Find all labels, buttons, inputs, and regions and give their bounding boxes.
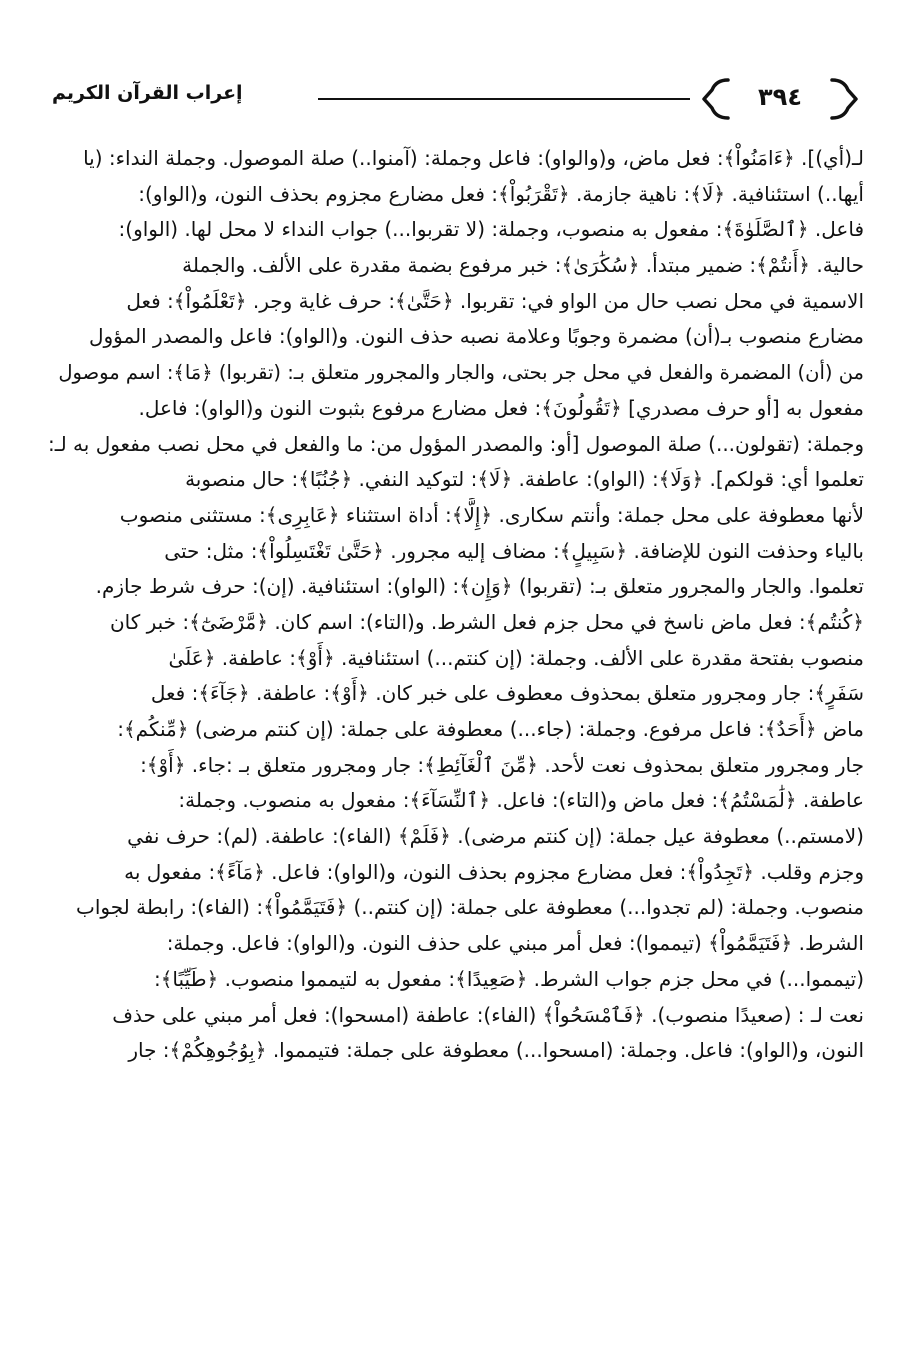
text-line: سَفَرٍ﴾: جار ومجرور متعلق بمحذوف معطوف على خبر كان. ﴿أَوْ﴾: عاطفة. ﴿جَآءَ﴾: فعل xyxy=(150,681,864,706)
text-line: منصوب بفتحة مقدرة على الألف. وجملة: (إن كنتم...) استئنافية. ﴿أَوْ﴾: عاطفة. ﴿عَلَىٰ xyxy=(168,645,864,670)
text-line: نعت لـ : (صعيدًا منصوب). ﴿فَٱمْسَحُواْ﴾ (الفاء): عاطفة (امسحوا): فعل أمر مبني على حذف xyxy=(112,1002,864,1027)
text-line: (تيمموا...) في محل جزم جواب الشرط. ﴿صَعِيدًا﴾: مفعول به لتيمموا منصوب. ﴿طَيِّبًا﴾: xyxy=(153,966,864,991)
text-line: من (أن) المضمرة والفعل في محل جر بحتى، والجار والمجرور متعلق بـ: (تقربوا) ﴿مَا﴾: اسم موصول xyxy=(58,361,864,385)
text-line: ماض ﴿أَحَدٌ﴾: فاعل مرفوع. وجملة: (جاء...) معطوفة على جملة: (إن كنتم مرضى) ﴿مِّنكُم﴾: xyxy=(117,717,864,741)
text-line: النون، و(الواو): فاعل. وجملة: (امسحوا...) معطوفة على جملة: فتيمموا. ﴿بِوُجُوهِكُمْ﴾: جار xyxy=(128,1038,864,1063)
text-line: حالية. ﴿أَنتُمْ﴾: ضمير مبتدأ. ﴿سُكَٰرَىٰ﴾: خبر مرفوع بضمة مقدرة على الألف. والجملة xyxy=(182,253,864,278)
text-line: منصوب. وجملة: (لم تجدوا...) معطوفة على جملة: (إن كنتم..) ﴿فَتَيَمَّمُواْ﴾: (الفاء): رابطة لجواب xyxy=(76,895,864,920)
text-line: مفعول به [أو حرف مصدري] ﴿تَقُولُونَ﴾: فعل مضارع مرفوع بثبوت النون و(الواو): فاعل. xyxy=(138,395,864,420)
text-line: جار ومجرور متعلق بمحذوف نعت لأحد. ﴿مِّنَ ٱلْغَآئِطِ﴾: جار ومجرور متعلق بـ :جاء. ﴿أَوْ﴾: xyxy=(140,752,864,777)
text-line: لأنها معطوفة على محل جملة: وأنتم سكارى. ﴿إِلَّا﴾: أداة استثناء ﴿عَابِرِى﴾: مستثنى منصوب xyxy=(119,502,864,527)
text-line: مضارع منصوب بـ(أن) مضمرة وجوبًا وعلامة نصبه حذف النون. و(الواو): فاعل والمصدر المؤول xyxy=(88,324,864,349)
text-line: الاسمية في محل نصب حال من الواو في: تقربوا. ﴿حَتَّىٰ﴾: حرف غاية وجر. ﴿تَعْلَمُواْ﴾: فعل xyxy=(126,288,864,313)
text-line: (لامستم..) معطوفة عيل جملة: (إن كنتم مرضى). ﴿فَلَمْ﴾ (الفاء): عاطفة. (لم): حرف نفي xyxy=(127,824,864,849)
book-title: إعراب القرآن الكريم xyxy=(52,82,243,104)
page-header xyxy=(50,76,860,124)
text-line: وجزم وقلب. ﴿تَجِدُواْ﴾: فعل مضارع مجزوم بحذف النون، و(الواو): فاعل. ﴿مَآءً﴾: مفعول به xyxy=(124,859,864,884)
text-line: الشرط. ﴿فَتَيَمَّمُواْ﴾ (تيمموا): فعل أمر مبني على حذف النون. و(الواو): فاعل. وجملة: xyxy=(166,931,864,956)
text-line: لـ(أي)]. ﴿ءَامَنُواْ﴾: فعل ماض، و(والواو): فاعل وجملة: (آمنوا..) صلة الموصول. وجملة النداء: (يا xyxy=(83,146,864,170)
text-line: عاطفة. ﴿لَٰمَسْتُمُ﴾: فعل ماض و(التاء): فاعل. ﴿ٱلنِّسَآءَ﴾: مفعول به منصوب. وجملة: xyxy=(178,788,864,813)
text-line: تعلموا. والجار والمجرور متعلق بـ: (تقربوا) ﴿وَإِن﴾: (الواو): استئنافية. (إن): حرف شرط جازم. xyxy=(95,574,864,599)
page-number-badge xyxy=(702,76,858,122)
text-line: تعلموا أي: قولكم]. ﴿وَلَا﴾: (الواو): عاطفة. ﴿لَا﴾: لتوكيد النفي. ﴿جُنُبًا﴾: حال منصوبة xyxy=(185,467,864,492)
page-body xyxy=(46,141,864,1291)
text-line: بالياء وحذفت النون للإضافة. ﴿سَبِيلٍ﴾: مضاف إليه مجرور. ﴿حَتَّىٰ تَغْتَسِلُواْ﴾: مثل: حتى xyxy=(164,538,864,563)
header-rule xyxy=(318,98,690,100)
text-line: وجملة: (تقولون...) صلة الموصول [أو: والمصدر المؤول من: ما والفعل في محل نصب مفعول به لـ: xyxy=(48,431,864,456)
text-line: أيها..) استئنافية. ﴿لَا﴾: ناهية جازمة. ﴿تَقْرَبُواْ﴾: فعل مضارع مجزوم بحذف النون، و(الواو): xyxy=(138,181,864,206)
text-line: فاعل. ﴿ٱلصَّلَوٰةَ﴾: مفعول به منصوب، وجملة: (لا تقربوا...) جواب النداء لا محل لها. (الواو): xyxy=(118,217,864,242)
text-line: ﴿كُنتُم﴾: فعل ماض ناسخ في محل جزم فعل الشرط. و(التاء): اسم كان. ﴿مَّرْضَىٰٓ﴾: خبر كان xyxy=(109,609,864,634)
page-number: ٣٩٤ xyxy=(758,83,802,111)
